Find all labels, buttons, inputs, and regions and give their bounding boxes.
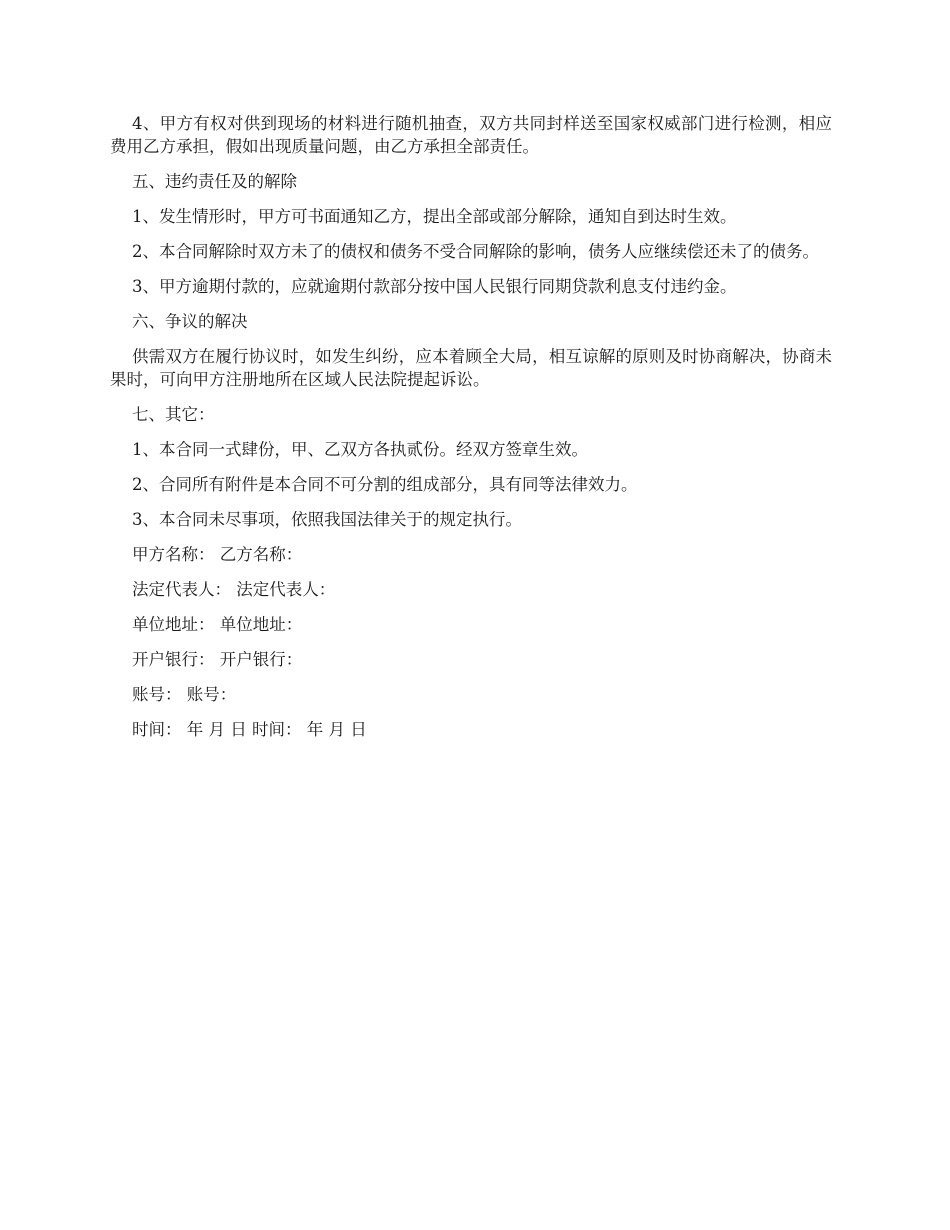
clause-5-1: 1、发生情形时，甲方可书面通知乙方，提出全部或部分解除，通知自到达时生效。 <box>132 207 737 226</box>
clause-7-1: 1、本合同一式肆份，甲、乙双方各执贰份。经双方签章生效。 <box>132 440 588 459</box>
clause-5-2: 2、本合同解除时双方未了的债权和债务不受合同解除的影响，债务人应继续偿还未了的债务。 <box>132 242 819 261</box>
signature-addresses: 单位地址： 单位地址： <box>132 615 303 634</box>
signature-banks: 开户银行： 开户银行： <box>132 650 303 669</box>
clause-6-dispute: 供需双方在履行协议时，如发生纠纷，应本着顾全大局，相互谅解的原则及时协商解决，协商未果时，可向甲方注册地所在区域人民法院提起诉讼。 <box>110 347 832 389</box>
clause-4-inspection: 4、甲方有权对供到现场的材料进行随机抽查，双方共同封样送至国家权威部门进行检测，相应费用乙方承担，假如出现质量问题，由乙方承担全部责任。 <box>110 114 832 156</box>
signature-dates: 时间： 年 月 日 时间： 年 月 日 <box>132 720 367 739</box>
signature-legal-representatives: 法定代表人： 法定代表人： <box>132 580 336 599</box>
clause-7-3: 3、本合同未尽事项，依照我国法律关于的规定执行。 <box>132 510 522 529</box>
clause-7-2: 2、合同所有附件是本合同不可分割的组成部分，具有同等法律效力。 <box>132 475 638 494</box>
section-6-heading: 六、争议的解决 <box>132 312 248 331</box>
section-7-heading: 七、其它： <box>132 405 215 424</box>
signature-accounts: 账号： 账号： <box>132 685 237 704</box>
clause-5-3: 3、甲方逾期付款的，应就逾期付款部分按中国人民银行同期贷款利息支付违约金。 <box>132 277 737 296</box>
document-body <box>110 112 832 753</box>
signature-party-names: 甲方名称： 乙方名称： <box>132 545 303 564</box>
section-5-heading: 五、违约责任及的解除 <box>132 172 297 191</box>
